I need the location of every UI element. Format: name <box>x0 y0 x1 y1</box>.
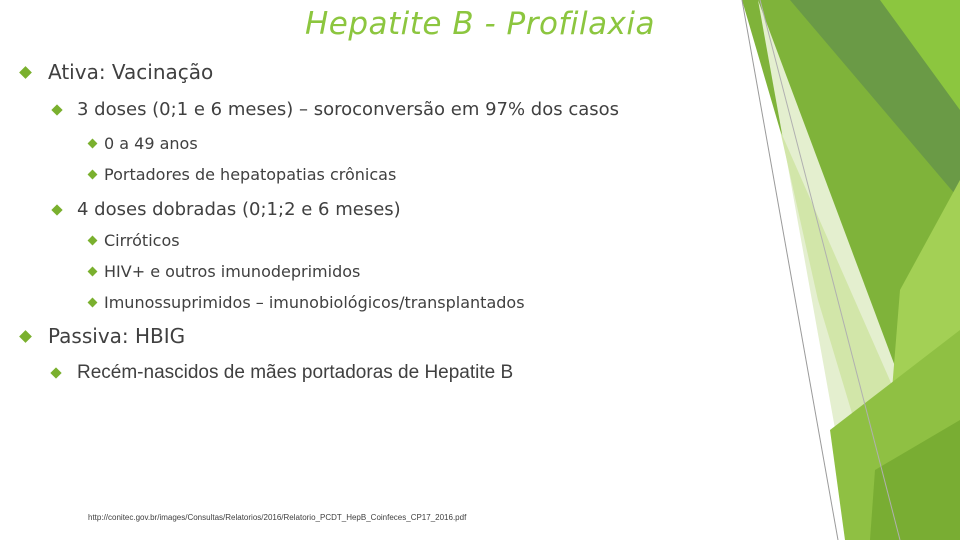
diamond-bullet-icon <box>51 104 62 115</box>
bullet-text: Imunossuprimidos – imunobiológicos/transplantados <box>104 293 525 312</box>
diamond-bullet-icon <box>19 330 32 343</box>
diamond-bullet-icon <box>88 139 98 149</box>
bullet-ativa <box>21 60 213 84</box>
bullet-recem-nascidos <box>52 362 513 384</box>
bullet-text: Portadores de hepatopatias crônicas <box>104 165 397 184</box>
bullet-text: Ativa: Vacinação <box>48 60 214 84</box>
bullet-imunossuprimidos <box>89 293 525 312</box>
diamond-bullet-icon <box>50 367 61 378</box>
bullet-passiva <box>21 324 185 348</box>
bullet-tres-doses <box>53 99 619 120</box>
reference-link[interactable]: http://conitec.gov.br/images/Consultas/Relatorios/2016/Relatorio_PCDT_HepB_Coinfeces_CP17_2016.pdf <box>88 513 467 522</box>
diamond-bullet-icon <box>51 204 62 215</box>
bullet-quatro-doses <box>53 199 401 220</box>
bullet-text: Passiva: HBIG <box>48 324 186 348</box>
bullet-text: 4 doses dobradas (0;1;2 e 6 meses) <box>77 199 401 220</box>
diamond-bullet-icon <box>88 170 98 180</box>
diamond-bullet-icon <box>19 66 32 79</box>
bullet-hiv <box>89 262 360 281</box>
bullet-portadores <box>89 165 396 184</box>
bullet-text: 3 doses (0;1 e 6 meses) – soroconversão em 97% dos casos <box>77 99 620 120</box>
bullet-text: Cirróticos <box>104 231 180 250</box>
bullet-cirroticos <box>89 231 180 250</box>
bullet-text: HIV+ e outros imunodeprimidos <box>104 262 361 281</box>
slide-title: Hepatite B - Profilaxia <box>304 6 656 42</box>
diamond-bullet-icon <box>88 236 98 246</box>
diamond-bullet-icon <box>88 298 98 308</box>
bullet-text: 0 a 49 anos <box>104 134 198 153</box>
bullet-text: Recém-nascidos de mães portadoras de Hepatite B <box>77 362 514 383</box>
bullet-idade <box>89 134 198 153</box>
diamond-bullet-icon <box>88 267 98 277</box>
